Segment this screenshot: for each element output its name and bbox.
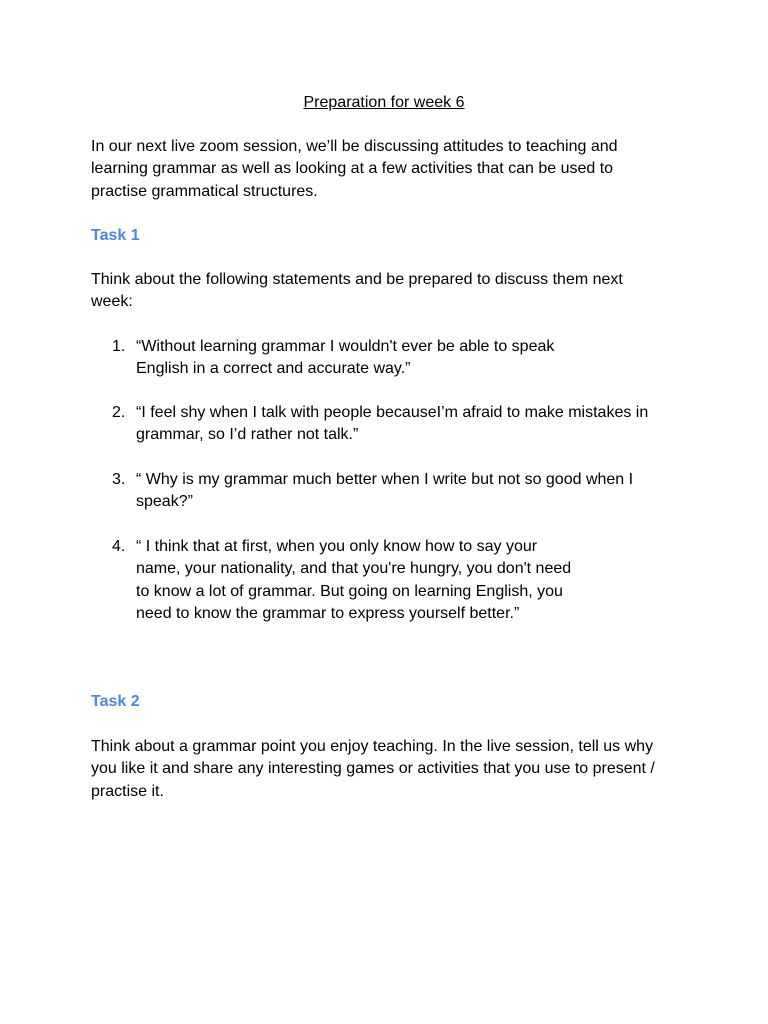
intro-line: practise grammatical structures. <box>91 182 318 200</box>
statement-text <box>136 469 633 514</box>
statement-line: English in a correct and accurate way.” <box>136 360 411 378</box>
task2-instruction-line: Think about a grammar point you enjoy teaching. In the live session, tell us why <box>91 738 654 755</box>
statement-number: 4. <box>112 538 126 555</box>
statement-line: to know a lot of grammar. But going on learning English, you <box>136 582 563 600</box>
intro-line: learning grammar as well as looking at a few activities that can be used to <box>91 160 614 178</box>
statement-line: grammar, so I’d rather not talk.” <box>136 426 359 444</box>
task1-heading: Task 1 <box>91 227 140 244</box>
task2-heading: Task 2 <box>91 693 140 710</box>
statement-text <box>136 336 554 381</box>
statement-number: 1. <box>112 338 126 355</box>
statement-text <box>136 402 648 447</box>
statement-line: “ I think that at first, when you only know how to say your <box>136 538 538 555</box>
task1-instruction-line: week: <box>91 293 133 311</box>
statement-line: name, your nationality, and that you're hungry, you don't need <box>136 560 572 578</box>
task2-instruction-line: practise it. <box>91 782 164 800</box>
statement-line: “I feel shy when I talk with people becauseI’m afraid to make mistakes in <box>136 404 649 421</box>
intro-paragraph <box>91 136 681 203</box>
statement-number: 3. <box>112 471 126 488</box>
statement-line: speak?” <box>136 493 193 511</box>
task2-instruction <box>91 736 681 803</box>
task1-instruction-line: Think about the following statements and be prepared to discuss them next <box>91 271 623 288</box>
statement-text <box>136 536 571 625</box>
task1-instruction <box>91 269 681 314</box>
statement-line: “ Why is my grammar much better when I write but not so good when I <box>136 471 634 488</box>
intro-line: In our next live zoom session, we’ll be discussing attitudes to teaching and <box>91 138 618 155</box>
task2-instruction-line: you like it and share any interesting games or activities that you use to present / <box>91 760 655 778</box>
document-title: Preparation for week 6 <box>303 94 465 111</box>
statement-number: 2. <box>112 404 126 421</box>
statement-line: need to know the grammar to express yourself better.” <box>136 604 520 622</box>
statement-line: “Without learning grammar I wouldn't ever be able to speak <box>136 338 555 355</box>
